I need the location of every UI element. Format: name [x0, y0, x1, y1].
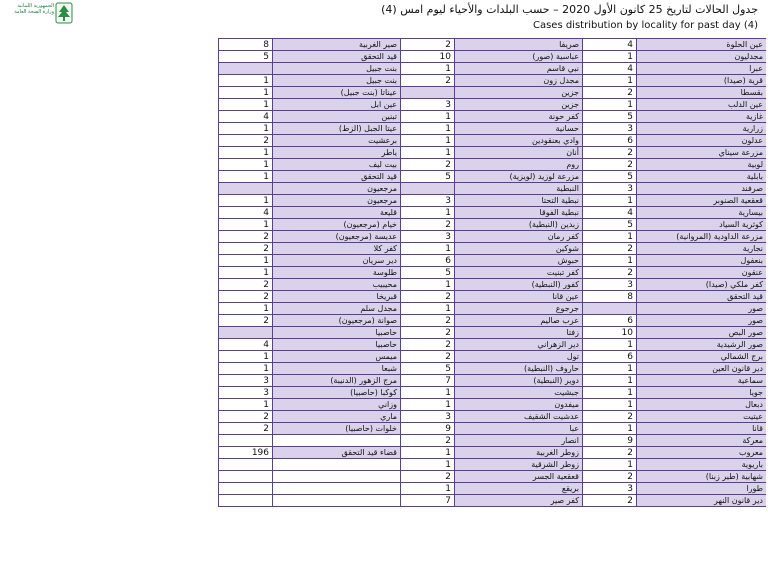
locality-cell: قعقعية الصنوبر — [637, 195, 767, 207]
count-cell — [219, 183, 273, 195]
cases-table — [218, 38, 766, 507]
locality-cell: نجارية — [637, 243, 767, 255]
count-cell: 1 — [583, 51, 637, 63]
count-cell: 1 — [219, 87, 273, 99]
count-cell: 4 — [583, 207, 637, 219]
table-row — [219, 471, 767, 483]
count-cell: 2 — [583, 447, 637, 459]
locality-cell: صور الرشيدية — [637, 339, 767, 351]
count-cell: 1 — [583, 231, 637, 243]
table-row — [219, 411, 767, 423]
count-cell: 2 — [401, 291, 455, 303]
cases-table-body — [219, 39, 767, 507]
locality-cell: صور — [637, 303, 767, 315]
locality-cell: سماعية — [637, 375, 767, 387]
locality-cell: قبريخا — [273, 291, 401, 303]
locality-cell — [273, 435, 401, 447]
locality-cell: كفر صير — [455, 495, 583, 507]
count-cell — [219, 327, 273, 339]
locality-cell: دير قانون العين — [637, 363, 767, 375]
table-row — [219, 63, 767, 75]
count-cell: 2 — [219, 411, 273, 423]
count-cell: 1 — [583, 423, 637, 435]
locality-cell: كفر ملكي (صيدا) — [637, 279, 767, 291]
count-cell: 2 — [401, 339, 455, 351]
locality-cell: معروب — [637, 447, 767, 459]
locality-cell: شوكين — [455, 243, 583, 255]
table-row — [219, 291, 767, 303]
locality-cell: كفر حونة — [455, 111, 583, 123]
locality-cell: مجدل سلم — [273, 303, 401, 315]
count-cell: 1 — [219, 267, 273, 279]
count-cell: 8 — [583, 291, 637, 303]
locality-cell: زوطر الغربية — [455, 447, 583, 459]
count-cell: 1 — [401, 483, 455, 495]
table-row — [219, 363, 767, 375]
locality-cell: كفور (النبطية) — [455, 279, 583, 291]
count-cell: 1 — [219, 99, 273, 111]
table-row — [219, 87, 767, 99]
count-cell — [219, 63, 273, 75]
locality-cell: مزرعة لوزيد (لويزية) — [455, 171, 583, 183]
count-cell: 9 — [401, 423, 455, 435]
count-cell: 10 — [583, 327, 637, 339]
count-cell: 5 — [583, 219, 637, 231]
table-row — [219, 51, 767, 63]
locality-cell: كوكبا (حاصبيا) — [273, 387, 401, 399]
locality-cell: دير قانون النهر — [637, 495, 767, 507]
locality-cell: وادي بعنقودين — [455, 135, 583, 147]
count-cell — [219, 495, 273, 507]
locality-cell: باريوية — [637, 459, 767, 471]
locality-cell: تول — [455, 351, 583, 363]
locality-cell: صور — [637, 315, 767, 327]
count-cell: 1 — [219, 255, 273, 267]
count-cell: 2 — [401, 435, 455, 447]
locality-cell: زبدين (النبطية) — [455, 219, 583, 231]
cases-table-wrap — [218, 38, 766, 574]
count-cell: 3 — [219, 387, 273, 399]
count-cell: 2 — [401, 159, 455, 171]
locality-cell: معركة — [637, 435, 767, 447]
count-cell: 4 — [219, 207, 273, 219]
count-cell — [583, 303, 637, 315]
locality-cell: لوبية — [637, 159, 767, 171]
table-row — [219, 435, 767, 447]
count-cell: 2 — [401, 351, 455, 363]
locality-cell: عين الحلوة — [637, 39, 767, 51]
count-cell: 2 — [219, 291, 273, 303]
locality-cell: مزرعة سيناي — [637, 147, 767, 159]
count-cell: 1 — [401, 111, 455, 123]
table-row — [219, 159, 767, 171]
table-row — [219, 183, 767, 195]
count-cell: 1 — [401, 399, 455, 411]
count-cell: 1 — [401, 279, 455, 291]
table-row — [219, 111, 767, 123]
locality-cell: نبطية التحتا — [455, 195, 583, 207]
count-cell: 3 — [583, 483, 637, 495]
table-row — [219, 195, 767, 207]
cedar-logo-icon — [55, 2, 73, 24]
locality-cell: كفر رمان — [455, 231, 583, 243]
locality-cell: برج الشمالي — [637, 351, 767, 363]
locality-cell: بريقع — [455, 483, 583, 495]
count-cell: 1 — [401, 243, 455, 255]
table-row — [219, 303, 767, 315]
locality-cell: روم — [455, 159, 583, 171]
count-cell: 4 — [583, 63, 637, 75]
count-cell: 1 — [583, 255, 637, 267]
locality-cell: حاروف (النبطية) — [455, 363, 583, 375]
locality-cell: مزرعة الداودية (المروانية) — [637, 231, 767, 243]
locality-cell: جزين — [455, 87, 583, 99]
ministry-name: الجمهورية اللبنانية وزارة الصحة العامة — [14, 3, 54, 15]
count-cell: 3 — [219, 375, 273, 387]
locality-cell: عدشيت الشقيف — [455, 411, 583, 423]
locality-cell: عبرا — [637, 63, 767, 75]
count-cell: 2 — [219, 423, 273, 435]
count-cell — [219, 483, 273, 495]
count-cell: 1 — [219, 147, 273, 159]
locality-cell: تبنين — [273, 111, 401, 123]
count-cell: 196 — [219, 447, 273, 459]
locality-cell: بنعفول — [637, 255, 767, 267]
locality-cell: ميمس — [273, 351, 401, 363]
locality-cell — [273, 459, 401, 471]
count-cell: 1 — [583, 339, 637, 351]
locality-cell: برعشيت — [273, 135, 401, 147]
count-cell — [219, 459, 273, 471]
table-row — [219, 255, 767, 267]
count-cell: 1 — [219, 363, 273, 375]
count-cell: 1 — [401, 123, 455, 135]
locality-cell: حسانية — [455, 123, 583, 135]
locality-cell: حاصبيا — [273, 339, 401, 351]
locality-cell: جرجوع — [455, 303, 583, 315]
locality-cell: ياطر — [273, 147, 401, 159]
count-cell: 2 — [401, 219, 455, 231]
count-cell: 5 — [401, 171, 455, 183]
locality-cell: جويا — [637, 387, 767, 399]
locality-cell: أنان — [455, 147, 583, 159]
count-cell: 1 — [583, 375, 637, 387]
count-cell: 1 — [583, 459, 637, 471]
locality-cell: دوير (النبطية) — [455, 375, 583, 387]
locality-cell: جبشيت — [455, 387, 583, 399]
table-row — [219, 447, 767, 459]
locality-cell: دير سريان — [273, 255, 401, 267]
locality-cell: قضاء قيد التحقق — [273, 447, 401, 459]
count-cell: 2 — [219, 243, 273, 255]
locality-cell: عدلون — [637, 135, 767, 147]
count-cell — [219, 471, 273, 483]
locality-cell: النبطية — [455, 183, 583, 195]
locality-cell — [273, 495, 401, 507]
table-row — [219, 39, 767, 51]
locality-cell: جزين — [455, 99, 583, 111]
count-cell: 3 — [401, 231, 455, 243]
table-row — [219, 459, 767, 471]
count-cell — [401, 87, 455, 99]
table-row — [219, 375, 767, 387]
count-cell: 1 — [583, 363, 637, 375]
locality-cell: حاصبيا — [273, 327, 401, 339]
table-row — [219, 267, 767, 279]
count-cell: 2 — [583, 159, 637, 171]
count-cell: 8 — [219, 39, 273, 51]
count-cell: 4 — [219, 339, 273, 351]
count-cell: 2 — [401, 75, 455, 87]
table-row — [219, 99, 767, 111]
count-cell: 6 — [583, 135, 637, 147]
count-cell: 2 — [401, 327, 455, 339]
count-cell: 2 — [219, 315, 273, 327]
count-cell: 6 — [401, 255, 455, 267]
count-cell: 1 — [401, 147, 455, 159]
count-cell: 1 — [219, 399, 273, 411]
locality-cell: خلوات (حاصبيا) — [273, 423, 401, 435]
count-cell: 1 — [401, 135, 455, 147]
count-cell: 3 — [401, 99, 455, 111]
locality-cell: بابلية — [637, 171, 767, 183]
count-cell: 3 — [583, 183, 637, 195]
count-cell: 1 — [583, 99, 637, 111]
locality-cell: عين قانا — [455, 291, 583, 303]
locality-cell: زفتا — [455, 327, 583, 339]
locality-cell: بنت جبيل — [273, 63, 401, 75]
count-cell: 1 — [401, 63, 455, 75]
locality-cell: غازية — [637, 111, 767, 123]
count-cell: 1 — [219, 75, 273, 87]
count-cell: 4 — [219, 111, 273, 123]
locality-cell: قانا — [637, 423, 767, 435]
table-row — [219, 315, 767, 327]
locality-cell: عيتا الجبل (الزط) — [273, 123, 401, 135]
locality-cell: عرب صاليم — [455, 315, 583, 327]
count-cell: 2 — [401, 39, 455, 51]
locality-cell: شهابية (طير زبنا) — [637, 471, 767, 483]
count-cell: 1 — [219, 171, 273, 183]
locality-cell — [273, 483, 401, 495]
table-row — [219, 75, 767, 87]
locality-cell: صوانة (مرجعيون) — [273, 315, 401, 327]
locality-cell: زوطر الشرقية — [455, 459, 583, 471]
count-cell: 9 — [583, 435, 637, 447]
count-cell: 1 — [583, 75, 637, 87]
locality-cell: عيناتا (بنت جبيل) — [273, 87, 401, 99]
count-cell: 2 — [583, 495, 637, 507]
locality-cell: مرجعيون — [273, 195, 401, 207]
locality-cell: نبطية الفوقا — [455, 207, 583, 219]
locality-cell: عبا — [455, 423, 583, 435]
count-cell: 1 — [219, 195, 273, 207]
count-cell: 5 — [583, 111, 637, 123]
locality-cell: وزاني — [273, 399, 401, 411]
table-row — [219, 231, 767, 243]
table-row — [219, 171, 767, 183]
locality-cell: طلوسة — [273, 267, 401, 279]
locality-cell: بقسطا — [637, 87, 767, 99]
locality-cell: كفر كلا — [273, 243, 401, 255]
page-title-english: Cases distribution by locality for past day (4) — [532, 20, 758, 31]
locality-cell: طورا — [637, 483, 767, 495]
table-row — [219, 399, 767, 411]
count-cell: 2 — [583, 471, 637, 483]
count-cell: 6 — [583, 315, 637, 327]
locality-cell: محيبيب — [273, 279, 401, 291]
locality-cell: عيتيت — [637, 411, 767, 423]
locality-cell: خيام (مرجعيون) — [273, 219, 401, 231]
count-cell: 2 — [219, 231, 273, 243]
locality-cell: زرارية — [637, 123, 767, 135]
count-cell: 1 — [401, 303, 455, 315]
table-row — [219, 327, 767, 339]
count-cell: 1 — [219, 123, 273, 135]
locality-cell: شبعا — [273, 363, 401, 375]
locality-cell: صور البص — [637, 327, 767, 339]
count-cell: 2 — [219, 279, 273, 291]
locality-cell: قيد التحقق — [273, 171, 401, 183]
count-cell: 5 — [401, 363, 455, 375]
count-cell: 1 — [219, 351, 273, 363]
locality-cell: مرج الزهور (الدنيبة) — [273, 375, 401, 387]
locality-cell: عنقون — [637, 267, 767, 279]
locality-cell: بيسارية — [637, 207, 767, 219]
count-cell: 6 — [583, 351, 637, 363]
count-cell: 1 — [583, 195, 637, 207]
table-row — [219, 135, 767, 147]
count-cell: 2 — [583, 267, 637, 279]
table-row — [219, 339, 767, 351]
locality-cell: مجدليون — [637, 51, 767, 63]
locality-cell: مرجعيون — [273, 183, 401, 195]
count-cell: 2 — [583, 243, 637, 255]
locality-cell: ماري — [273, 411, 401, 423]
locality-cell: عديسة (مرجعيون) — [273, 231, 401, 243]
locality-cell: صرفند — [637, 183, 767, 195]
locality-cell: مجدل زون — [455, 75, 583, 87]
count-cell: 2 — [219, 135, 273, 147]
count-cell: 3 — [583, 279, 637, 291]
count-cell: 5 — [401, 267, 455, 279]
table-row — [219, 207, 767, 219]
locality-cell: قيد التحقق — [637, 291, 767, 303]
locality-cell — [273, 471, 401, 483]
count-cell: 1 — [219, 159, 273, 171]
table-row — [219, 351, 767, 363]
locality-cell: عباسية (صور) — [455, 51, 583, 63]
locality-cell: بيت ليف — [273, 159, 401, 171]
locality-cell: انصار — [455, 435, 583, 447]
locality-cell: صير الغربية — [273, 39, 401, 51]
locality-cell: قيد التحقق — [273, 51, 401, 63]
locality-cell: دبعال — [637, 399, 767, 411]
ministry-logo — [6, 2, 70, 26]
count-cell: 1 — [583, 387, 637, 399]
count-cell: 2 — [401, 315, 455, 327]
count-cell: 10 — [401, 51, 455, 63]
table-row — [219, 123, 767, 135]
count-cell: 5 — [583, 171, 637, 183]
locality-cell: كفر تبنيت — [455, 267, 583, 279]
count-cell — [401, 183, 455, 195]
locality-cell: نبي قاسم — [455, 63, 583, 75]
count-cell: 1 — [401, 459, 455, 471]
locality-cell: صريفا — [455, 39, 583, 51]
locality-cell: قعقعية الجسر — [455, 471, 583, 483]
count-cell: 2 — [583, 87, 637, 99]
count-cell: 3 — [401, 411, 455, 423]
locality-cell: كوثرية السياد — [637, 219, 767, 231]
table-row — [219, 495, 767, 507]
count-cell: 2 — [583, 411, 637, 423]
count-cell: 5 — [219, 51, 273, 63]
count-cell: 1 — [219, 303, 273, 315]
locality-cell: عين الدلب — [637, 99, 767, 111]
count-cell — [219, 435, 273, 447]
count-cell: 1 — [401, 387, 455, 399]
count-cell: 3 — [401, 195, 455, 207]
locality-cell: ميفدون — [455, 399, 583, 411]
table-row — [219, 387, 767, 399]
table-row — [219, 219, 767, 231]
page-title-arabic: جدول الحالات لتاريخ 25 كانون الأول 2020 – حسب البلدات والأحياء ليوم امس (4) — [381, 3, 758, 16]
locality-cell: بنت جبيل — [273, 75, 401, 87]
table-row — [219, 483, 767, 495]
count-cell: 4 — [583, 39, 637, 51]
table-row — [219, 423, 767, 435]
table-row — [219, 243, 767, 255]
locality-cell: دير الزهراني — [455, 339, 583, 351]
locality-cell: قرية (صيدا) — [637, 75, 767, 87]
count-cell: 1 — [583, 399, 637, 411]
count-cell: 7 — [401, 495, 455, 507]
count-cell: 7 — [401, 375, 455, 387]
table-row — [219, 147, 767, 159]
count-cell: 1 — [219, 219, 273, 231]
count-cell: 2 — [401, 471, 455, 483]
locality-cell: عين ابل — [273, 99, 401, 111]
locality-cell: حبوش — [455, 255, 583, 267]
count-cell: 3 — [583, 123, 637, 135]
count-cell: 1 — [401, 207, 455, 219]
count-cell: 2 — [583, 147, 637, 159]
locality-cell: قليعة — [273, 207, 401, 219]
count-cell: 1 — [401, 447, 455, 459]
table-row — [219, 279, 767, 291]
